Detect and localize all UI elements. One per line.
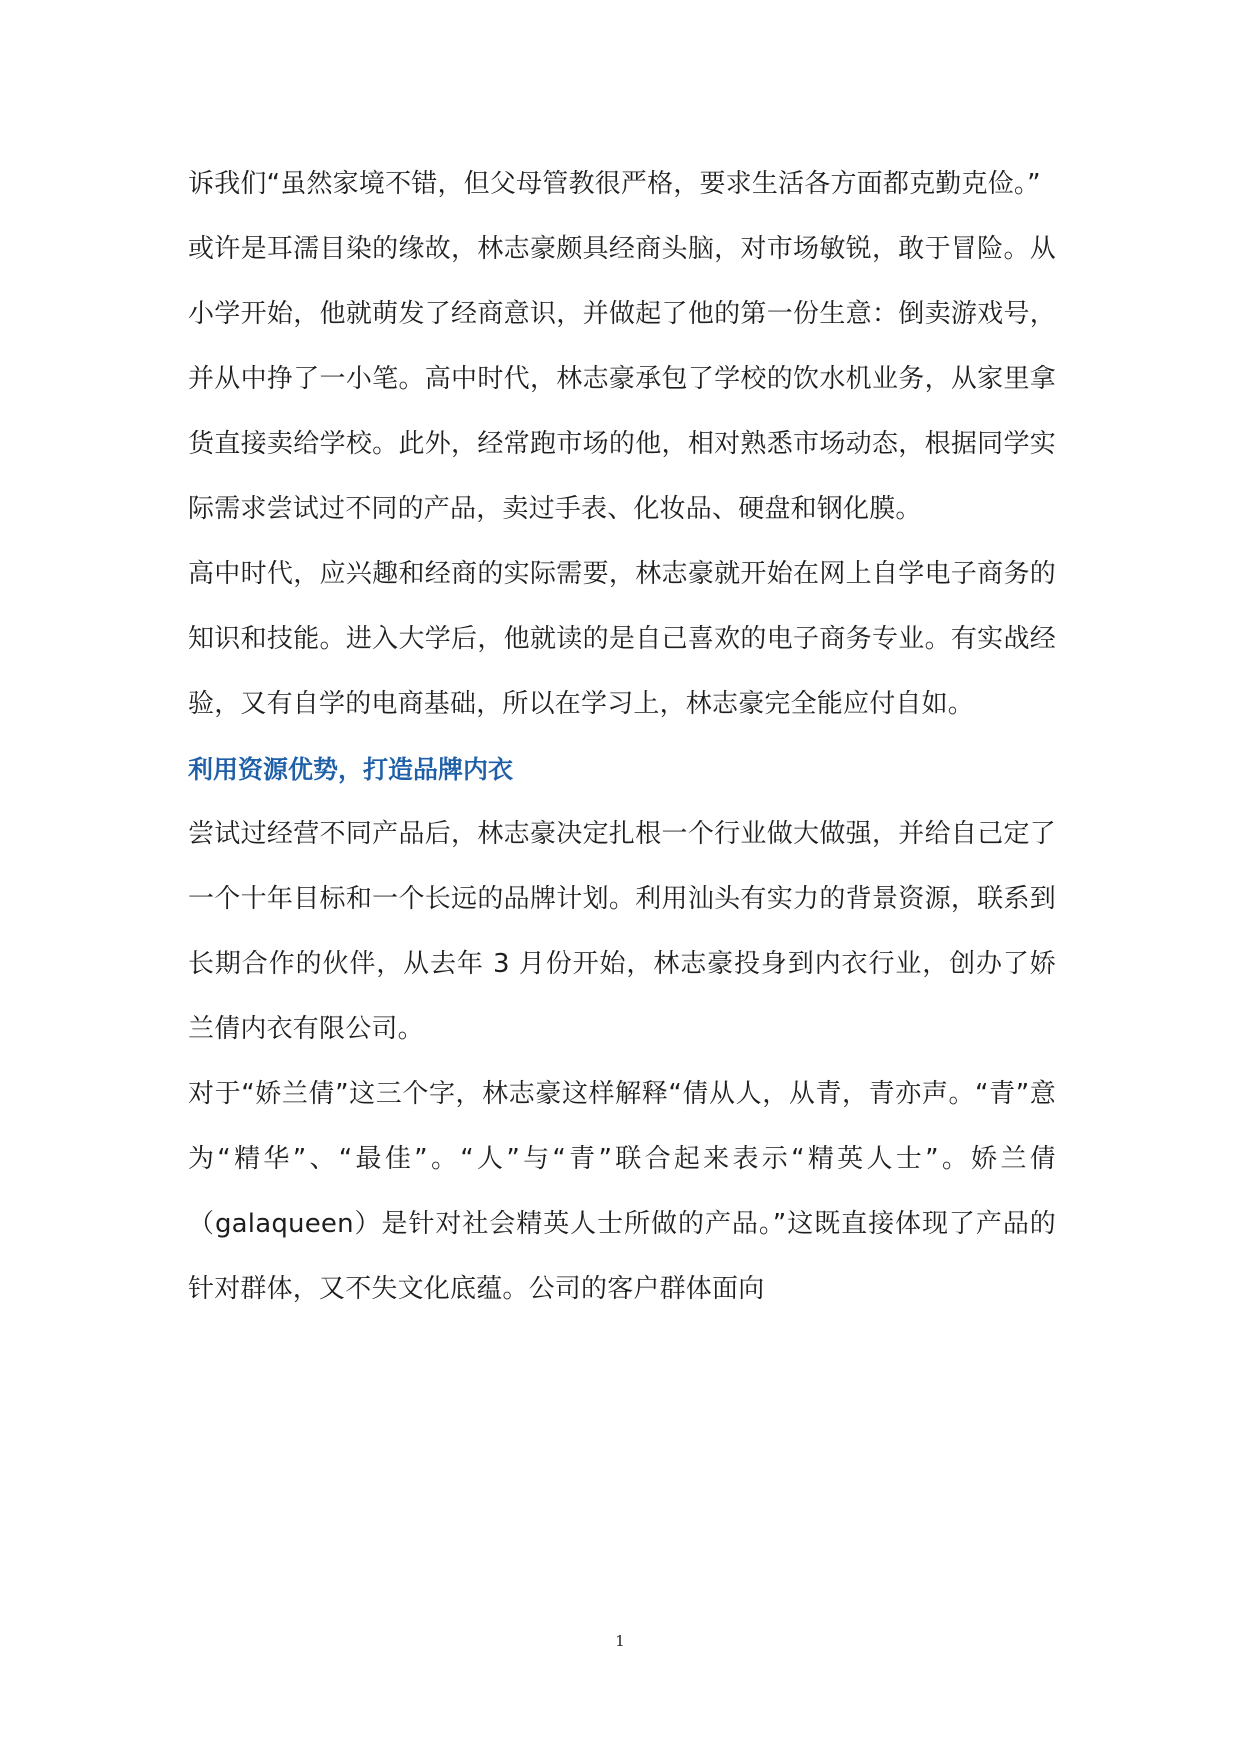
paragraph-3: 高中时代，应兴趣和经商的实际需要，林志豪就开始在网上自学电子商务的知识和技能。进入大学后，他就读的是自己喜欢的电子商务专业。有实战经验，又有自学的电商基础，所以在学习上，林志豪完全能应付自如。: [188, 559, 1056, 719]
paragraph-2: 或许是耳濡目染的缘故，林志豪颇具经商头脑，对市场敏锐，敢于冒险。从小学开始，他就萌发了经商意识，并做起了他的第一份生意：倒卖游戏号，并从中挣了一小笔。高中时代，林志豪承包了学校的饮水机业务，从家里拿货直接卖给学校。此外，经常跑市场的他，相对熟悉市场动态，根据同学实际需求尝试过不同的产品，卖过手表、化妆品、硬盘和钢化膜。: [188, 234, 1056, 524]
page-number: 1: [615, 1632, 625, 1650]
paragraph-4: 尝试过经营不同产品后，林志豪决定扎根一个行业做大做强，并给自己定了一个十年目标和一个长远的品牌计划。利用汕头有实力的背景资源，联系到长期合作的伙伴，从去年 3 月份开始，林志豪投身到内衣行业，创办了娇兰倩内衣有限公司。: [188, 819, 1056, 1044]
paragraph-1: 诉我们“虽然家境不错，但父母管教很严格，要求生活各方面都克勤克俭。”: [188, 169, 1041, 199]
document-body: [188, 152, 1056, 1322]
section-heading: 利用资源优势，打造品牌内衣: [188, 755, 514, 784]
paragraph-5: 对于“娇兰倩”这三个字，林志豪这样解释“倩从人，从青，青亦声。“青”意为“精华”、“最佳”。“人”与“青”联合起来表示“精英人士”。娇兰倩（galaqueen）是针对社会精英人士所做的产品。”这既直接体现了产品的针对群体，又不失文化底蕴。公司的客户群体面向: [188, 1079, 1056, 1304]
